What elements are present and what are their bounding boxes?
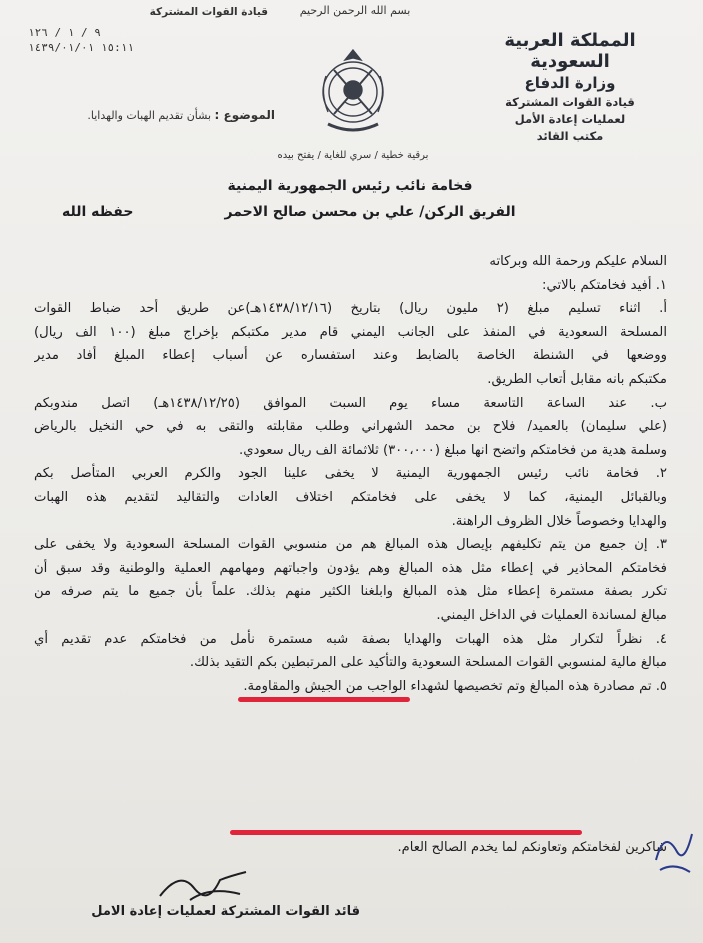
red-underline-mark [230,830,582,835]
para-line: ب. عند الساعة التاسعة مساء يوم السبت الموافق (١٤٣٨/١٢/٢٥هـ) اتصل مندوبكم [34,395,667,411]
para-line: ووضعها في الشنطة الخاصة بالضابط وعند استفساره عن أسباب إعطاء المبلغ أفاد مدير [34,348,667,364]
para-line: ٢. فخامة نائب رئيس الجمهورية اليمنية لا يخفى علينا الجود والكرم العربي المتأصل بكم [34,466,667,482]
ministry-name: وزارة الدفاع [524,74,616,92]
kingdom-name: المملكة العربية السعودية [504,30,636,72]
paragraph-b [34,392,667,463]
command-name: قيادة القوات المشتركة [505,95,635,109]
right-header-block [465,30,675,143]
letter-body [34,250,667,698]
paragraph-2 [34,462,667,533]
red-underline-mark [238,697,410,702]
para-line: وبالقبائل اليمنية، كما لا يخفى على فخامتكم اختلاف العادات والتقاليد لتقديم هذه الهبات [34,489,667,505]
para-line: المسلحة السعودية في المنفذ على الجانب اليمني قام مدير مكتبكم بإخراج مبلغ (١٠٠ الف ريال) [34,324,667,340]
subject-text: بشأن تقديم الهبات والهدايا. [87,109,212,122]
para-line: مبالغ مالية لمنسوبي القوات المسلحة السعودية والتأكيد على المرتبطين بكم التقيد بذلك. [189,655,667,671]
paragraph-3 [34,533,667,627]
left-unit: قيادة القوات المشتركة [149,6,268,18]
paragraph-5 [34,675,667,699]
para-line: مبالغ لمساندة العمليات في الداخل اليمني. [436,607,667,623]
para-line: أ. اثناء تسليم مبلغ (٢ مليون ريال) بتاريخ (١٤٣٨/١٢/١٦هـ)عن طريق أحد ضباط القوات [34,301,667,317]
recipient-title: فخامة نائب رئيس الجمهورية اليمنية [227,178,473,194]
para-line: ٥. تم مصادرة هذه المبالغ وتم تخصيصها لشهداء الواجب من الجيش والمقاومة. [243,678,667,694]
para-line: فخامتكم المحاذير في إعطاء مثل هذه المبالغ وهم يؤدون واجباتهم ومهامهم العملية والوطنية وقد سبق أن [34,560,667,576]
classification-note: برقية خطية / سري للغاية / يفتح بيده [277,150,429,161]
para-line: ٤. نظراً لتكرار مثل هذه الهبات والهدايا بصفة شبه مستمرة نأمل من فخامتكم عدم تقديم أي [34,631,667,647]
paragraph-4 [34,628,667,675]
para-line: وسلمة هدية من فخامتكم واتضح انها مبلغ (٣٠٠،٠٠٠) ثلاثمائة الف ريال سعودي. [239,442,667,458]
recipient-name: الفريق الركن/ علي بن محسن صالح الاحمر [224,204,516,220]
para-line: (علي سليمان) بالعميد/ فلاح بن محمد الشهراني وطلب مقابلته والتقى به في حي النخيل بالرياض [34,419,667,435]
subject-label: الموضوع : [214,108,275,122]
margin-scribble-icon [650,820,698,880]
military-emblem-icon [314,46,392,140]
operation-name: لعمليات إعادة الأمل [514,112,626,126]
para-line: تكرر بصفة مستمرة إعطاء مثل هذه المبالغ وابلغنا الكثير منهم بذلك. علماً بأن جميع ما يتم صرفه من [34,584,667,600]
reference-number: ٩ / ١ / ١٢٦ [28,26,101,39]
para-line: ٣. إن جميع من يتم تكليفهم بإيصال هذه المبالغ هم من منسوبي القوات المسلحة السعودية ولا يخفى على [34,537,667,553]
para-line: والهدايا وخصوصاً خلال الظروف الراهنة. [451,513,667,529]
intro-line: ١. أفيد فخامتكم بالاتي: [542,277,667,293]
para-line: مكتبكم بانه مقابل أتعاب الطريق. [487,371,667,387]
subject-line [30,108,275,122]
left-header-block [28,6,268,54]
signer-title: قائد القوات المشتركة لعمليات إعادة الامل [91,904,360,919]
signature-icon [150,866,260,906]
greeting: السلام عليكم ورحمة الله وبركاته [489,254,667,269]
document-datetime: ١٥:١١ ١٤٣٩/٠١/٠١ [28,41,134,54]
basmala: بسم الله الرحمن الرحيم [299,4,411,17]
closing-thanks [147,840,667,855]
paragraph-a [34,297,667,391]
closing-text: شاكرين لفخامتكم وتعاونكم لما يخدم الصالح العام. [397,840,667,855]
office-name: مكتب القائد [536,129,604,143]
blessing: حفظه الله [62,204,134,220]
